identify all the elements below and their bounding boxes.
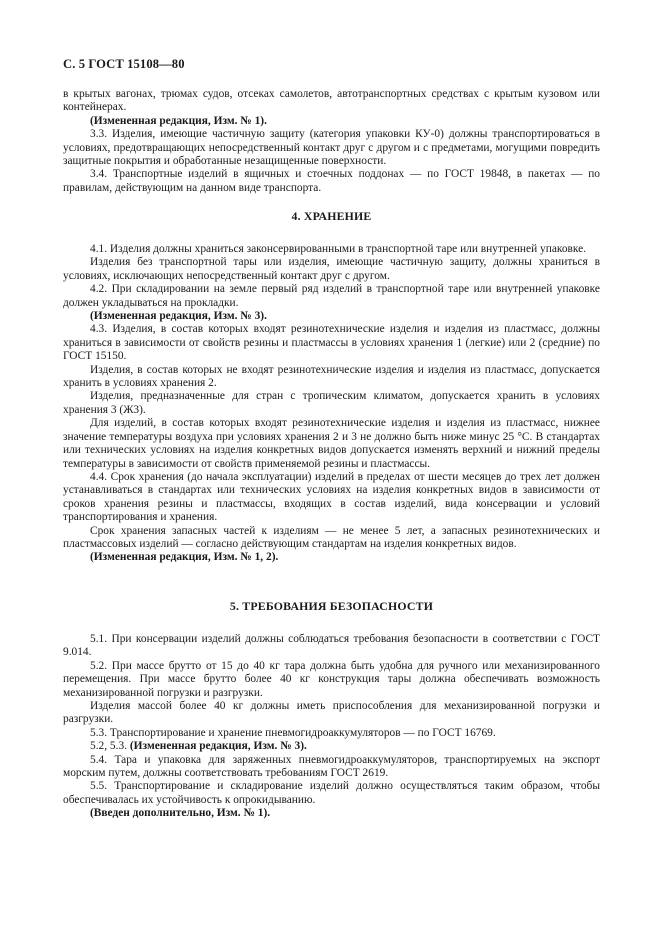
- paragraph-3-4: 3.4. Транспортные изделий в ящичных и стоечных поддонах — по ГОСТ 19848, в пакетах — по правилам, действующим на данном виде транспорта.: [63, 168, 600, 194]
- section-4-body: [63, 243, 600, 565]
- amendment-ref: 5.2, 5.3.: [90, 740, 128, 753]
- paragraph-5-3: 5.3. Транспортирование и хранение пневмогидроаккумуляторов — по ГОСТ 16769.: [90, 726, 496, 739]
- section-5-body: [63, 633, 600, 821]
- amendment-note: (Измененная редакция, Изм. № 1, 2).: [90, 551, 279, 564]
- block-transport-continued: [63, 88, 600, 195]
- paragraph: Изделия массой более 40 кг должны иметь приспособления для механизированной погрузки и разгрузки.: [63, 700, 600, 726]
- paragraph: Изделия без транспортной тары или изделия, имеющие частичную защиту, должны храниться в условиях, исключающих непосредственный контакт друг с другом.: [63, 256, 600, 282]
- paragraph: Срок хранения запасных частей к изделиям — не менее 5 лет, а запасных резинотехнических и пластмассовых изделий — согласно действующим стандартам на изделия конкретных видов.: [63, 524, 600, 550]
- paragraph: в крытых вагонах, трюмах судов, отсеках самолетов, автотранспортных средствах с крытым кузовом или контейнерах.: [63, 88, 600, 114]
- amendment-note: (Измененная редакция, Изм. № 3).: [90, 310, 267, 323]
- page-header: С. 5 ГОСТ 15108—80: [63, 57, 185, 71]
- amendment-note: (Введен дополнительно, Изм. № 1).: [90, 807, 271, 820]
- paragraph-5-2: 5.2. При массе брутто от 15 до 40 кг тара должна быть удобна для ручного или механизированного перемещения. При массе брутто более 40 кг конструкция тары должна обеспечивать возможность механизированной погрузки и разгрузки.: [63, 659, 600, 699]
- paragraph-4-1: 4.1. Изделия должны храниться законсервированными в транспортной таре или внутренней упаковке.: [90, 243, 587, 255]
- paragraph-4-2: 4.2. При складировании на земле первый ряд изделий в транспортной таре или внутренней упаковке должен укладываться на прокладки.: [63, 283, 600, 309]
- amendment-line: [63, 740, 600, 753]
- paragraph-4-3: 4.3. Изделия, в состав которых входят резинотехнические изделия и изделия из пластмасс, должны храниться в зависимости от свойств резины и пластмассы в условиях хранения 1 (легкие) или 2 (средние) по ГОСТ 15150.: [63, 323, 600, 363]
- paragraph-5-4: 5.4. Тара и упаковка для заряженных пневмогидроаккумуляторов, транспортируемых на экспорт морским путем, должны соответствовать требованиям ГОСТ 2619.: [63, 753, 600, 780]
- section-4-title: 4. ХРАНЕНИЕ: [291, 209, 372, 223]
- paragraph: Изделия, в состав которых не входят резинотехнические изделия и изделия из пластмасс, допускается хранить в условиях хранения 2.: [63, 363, 600, 390]
- paragraph: Изделия, предназначенные для стран с тропическим климатом, допускается хранить в условиях хранения 3 (Ж3).: [63, 390, 600, 416]
- paragraph-5-1: 5.1. При консервации изделий должны соблюдаться требования безопасности в соответствии с ГОСТ 9.014.: [63, 633, 600, 659]
- paragraph-5-5: 5.5. Транспортирование и складирование изделий должно осуществляться таким образом, чтобы обеспечивалась их устойчивость к опрокидыванию.: [63, 780, 600, 806]
- section-5-title: 5. ТРЕБОВАНИЯ БЕЗОПАСНОСТИ: [229, 599, 434, 613]
- paragraph-4-4: 4.4. Срок хранения (до начала эксплуатации) изделий в пределах от шести месяцев до трех лет должен устанавливаться в стандартах или технических условиях на изделия конкретных видов в зависимости от сроков хранения резины и пластмассы, входящих в состав изделий, вида консервации и условий транспортирования и хранения.: [63, 470, 600, 524]
- amendment-note: (Измененная редакция, Изм. № 1).: [90, 114, 267, 127]
- paragraph-3-3: 3.3. Изделия, имеющие частичную защиту (категория упаковки КУ-0) должны транспортироваться в условиях, предотвращающих непосредственный контакт друг с другом и с предметами, могущими повредить защитные покрытия и обработанные незащищенные поверхности.: [63, 128, 600, 168]
- amendment-note: (Измененная редакция, Изм. № 3).: [129, 740, 307, 753]
- paragraph: Для изделий, в состав которых входят резинотехнические изделия и изделия из пластмасс, нижнее значение температуры воздуха при условиях хранения 2 и 3 не должно быть ниже минус 25 °С. В стандартах или технических условиях на изделия конкретных видов допускается изменять верхний и нижний пределы температуры в зависимости от свойств применяемой резины и пластмассы.: [63, 417, 600, 470]
